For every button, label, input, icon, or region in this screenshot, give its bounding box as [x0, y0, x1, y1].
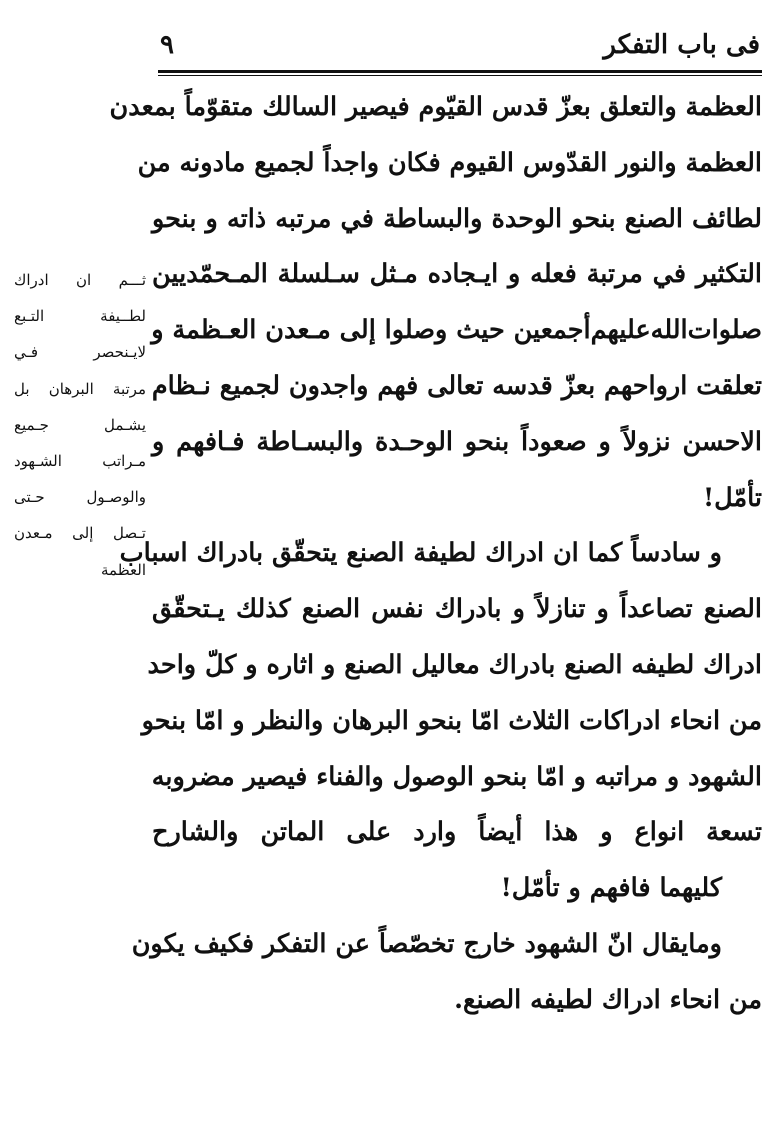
text-line: تعلقت ارواحهم بعزّ قدسه تعالى فهم واجدون لجميع نـظام — [151, 370, 762, 401]
note-line: العظمة — [101, 560, 146, 579]
paragraph-3 — [131, 917, 762, 1029]
text-line: تسعة انواع و هذا أيضاً وارد على الماتن والشارح — [152, 817, 762, 848]
text-line: ادراك لطيفه الصنع بادراك معاليل الصنع و اثاره و كلّ واحد — [147, 649, 762, 680]
note-line: لطــيفة التـبع — [14, 307, 146, 326]
running-title: فى باب التفكر — [603, 30, 760, 60]
paragraph-1 — [109, 80, 762, 526]
text-line: لطائف الصنع بنحو الوحدة والبساطة في مرتبه ذاته و بنحو — [152, 203, 762, 234]
header-rule — [158, 70, 762, 76]
text-line: الشهود و مراتبه و امّا بنحو الوصول والفناء فيصير مضروبه — [151, 761, 762, 792]
text-line: العظمة والنور القدّوس القيوم فكان واجداً لجميع مادونه من — [137, 147, 762, 178]
note-line: تـصل إلى مـعدن — [14, 524, 146, 543]
note-line: مـراتب الشـهود — [14, 451, 146, 470]
text-line: من انحاء ادراكات الثلاث امّا بنحو البرهان والنظر و امّا بنحو — [141, 705, 762, 736]
margin-note — [14, 262, 146, 588]
page-number: ٩ — [160, 30, 174, 60]
text-line: تأمّل! — [702, 482, 762, 513]
note-line: مرتبة البرهان بل — [14, 379, 146, 398]
text-line: من انحاء ادراك لطيفه الصنع. — [454, 984, 762, 1015]
note-line: لايـنحصر فـي — [14, 343, 146, 362]
note-line: يشـمل جـميع — [14, 415, 146, 434]
text-line: و سادساً كما ان ادراك لطيفة الصنع يتحقّق بادراك اسباب — [119, 538, 722, 569]
text-line: كليهما فافهم و تأمّل! — [500, 873, 722, 904]
text-line: الاحسن نزولاً و صعوداً بنحو الوحـدة والبسـاطة فـافهم و — [152, 426, 762, 457]
text-line: التكثير في مرتبة فعله و ايـجاده مـثل سـلسلة المـحمّديين — [152, 259, 762, 290]
main-text — [109, 80, 762, 1029]
text-line: العظمة والتعلق بعزّ قدس القيّوم فيصير السالك متقوّماً بمعدن — [109, 92, 762, 122]
text-line: ومايقال انّ الشهود خارج تخصّصاً عن التفكر فكيف يكون — [131, 928, 722, 959]
note-line: والوصـول حـتى — [14, 488, 146, 507]
text-line: الصنع تصاعداً و تنازلاً و بادراك نفس الصنع كذلك يـتحقّق — [152, 594, 762, 625]
note-line: ثـــم ان ادراك — [14, 271, 146, 289]
text-line: صلوات‌الله‌عليهم‌أجمعين حيث وصلوا إلى مـعدن العـظمة و — [151, 315, 762, 346]
